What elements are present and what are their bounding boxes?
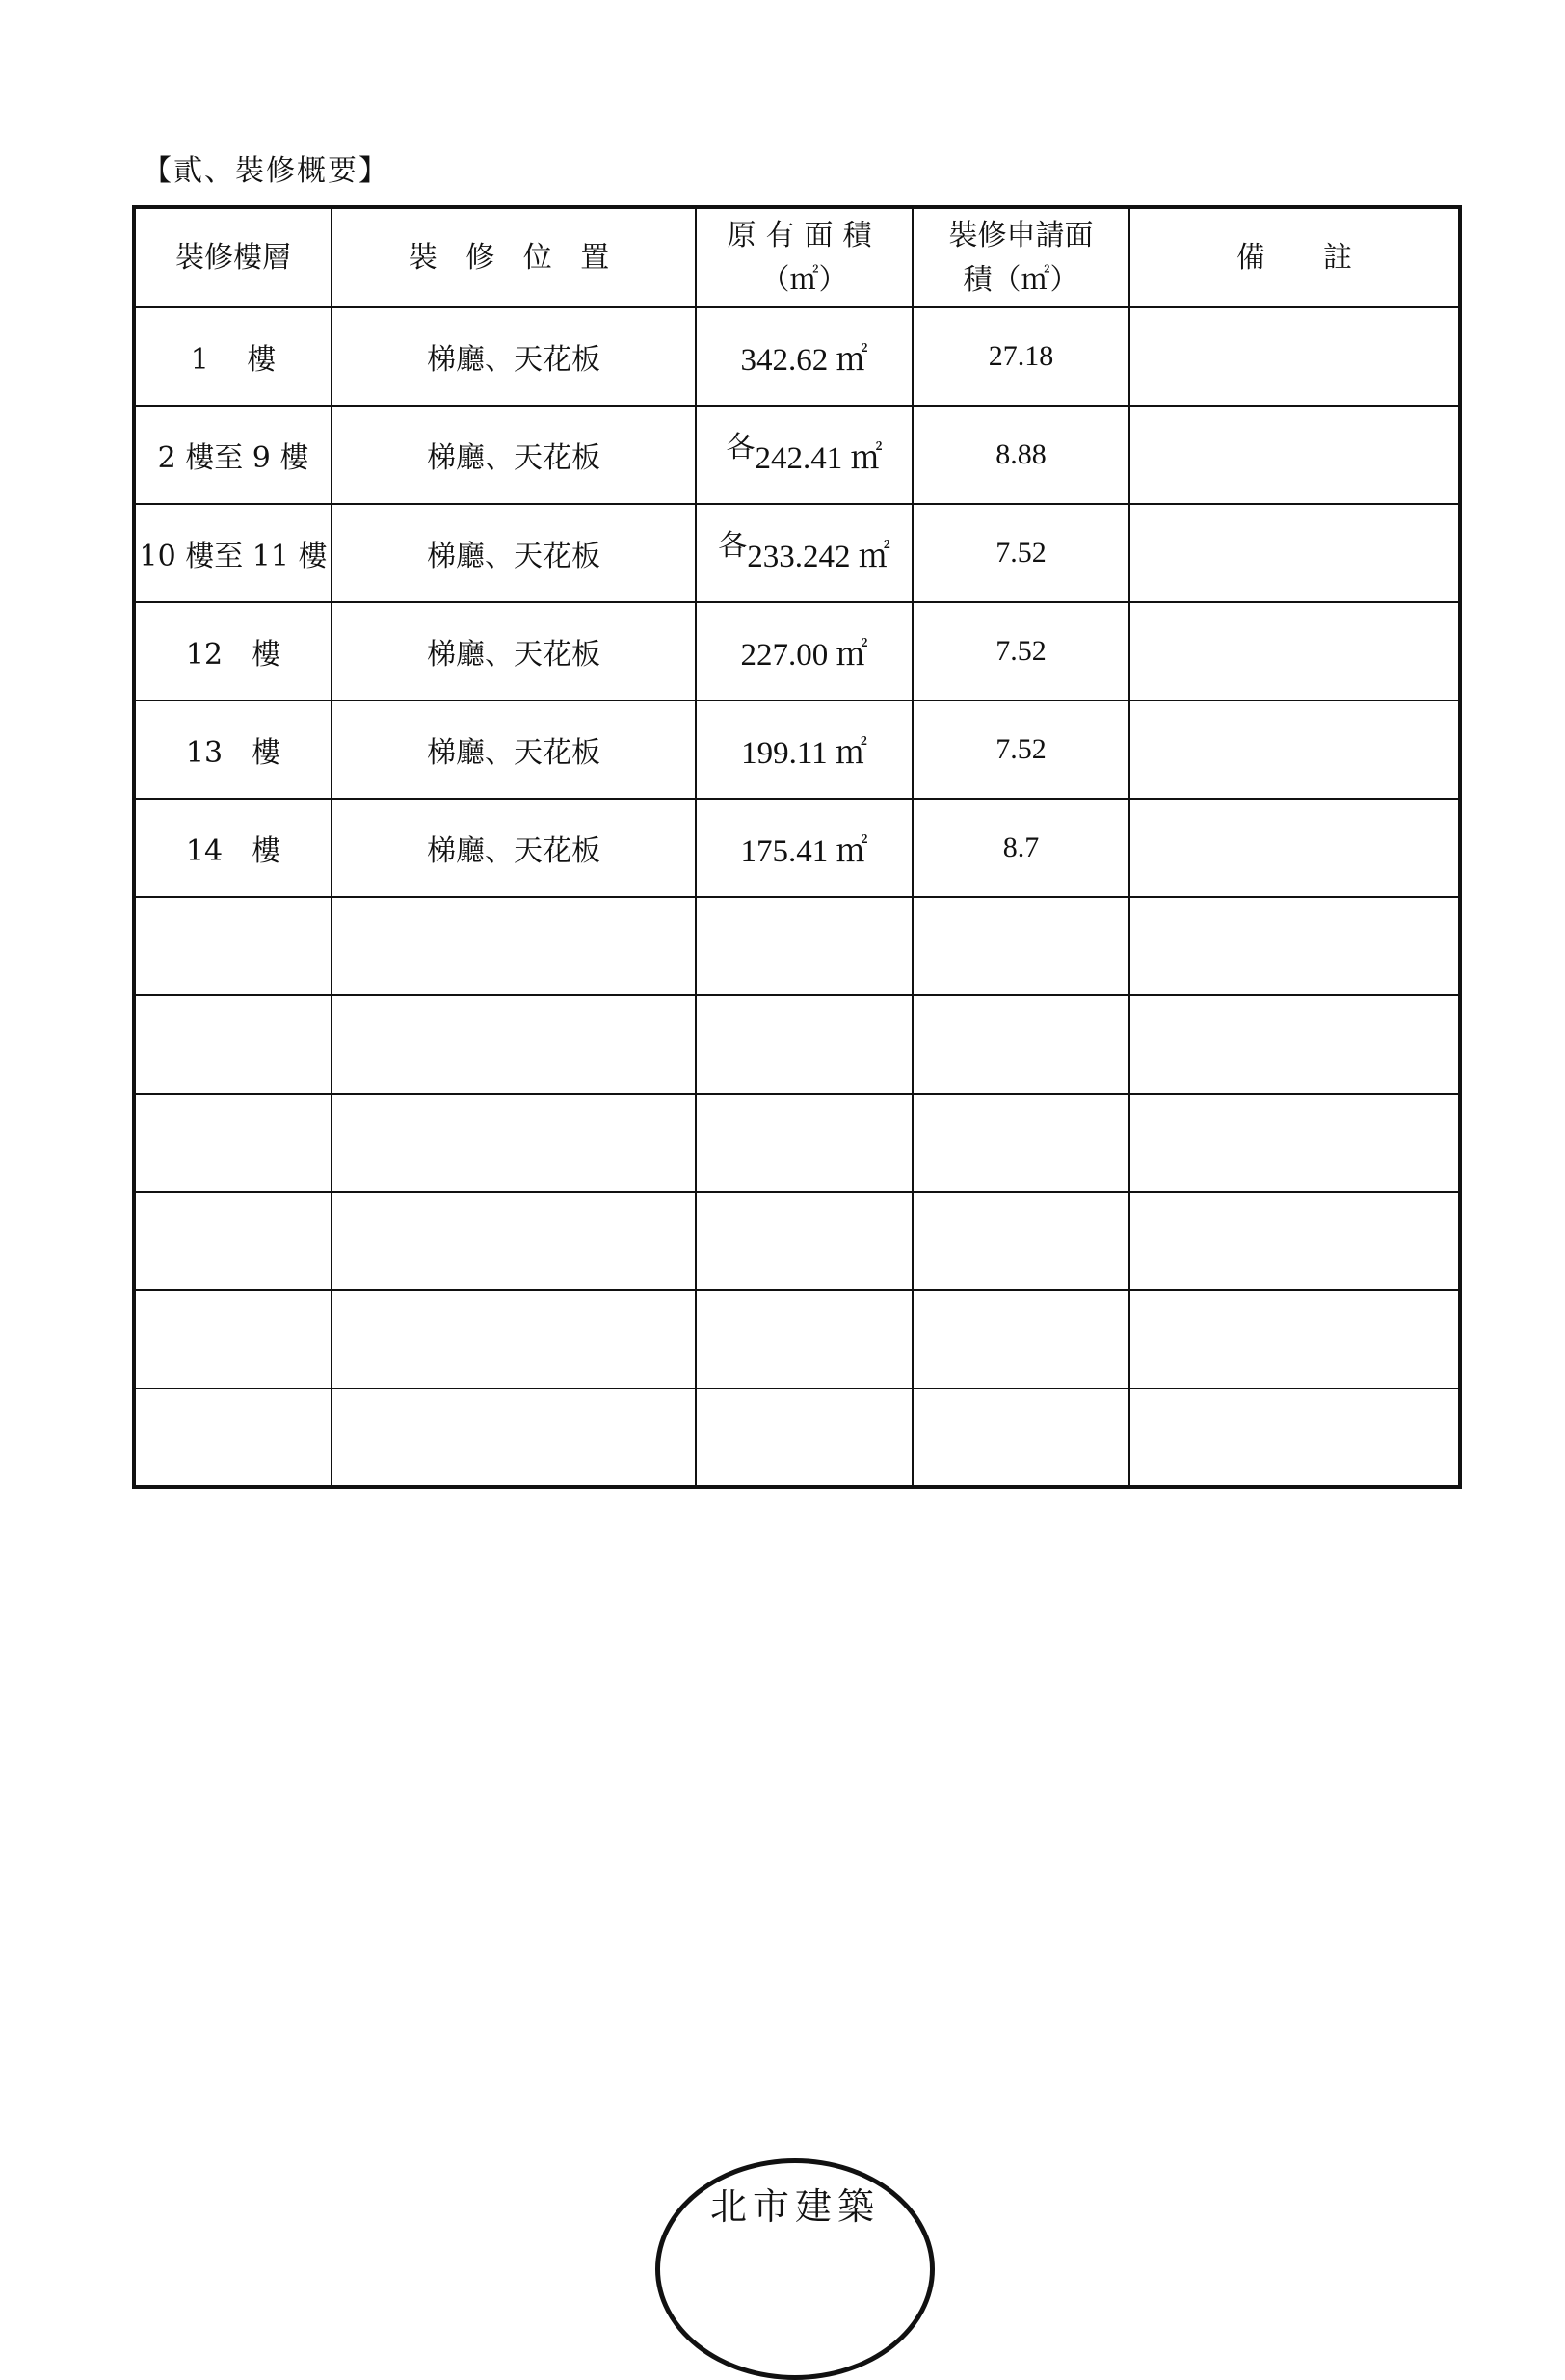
table-header-row bbox=[134, 207, 1460, 307]
cell-location bbox=[332, 897, 696, 995]
table-row bbox=[134, 897, 1460, 995]
cell-remarks bbox=[1129, 406, 1460, 504]
cell-applied-area bbox=[913, 1192, 1129, 1290]
cell-applied-area: 27.18 bbox=[913, 307, 1129, 406]
cell-location bbox=[332, 995, 696, 1094]
cell-floor bbox=[134, 995, 332, 1094]
header-original-area bbox=[696, 207, 913, 307]
cell-location: 梯廳、天花板 bbox=[332, 307, 696, 406]
header-original-area-line2: （㎡） bbox=[760, 262, 848, 297]
cell-original-area bbox=[696, 1290, 913, 1388]
cell-original-area bbox=[696, 701, 913, 799]
cell-original-area bbox=[696, 504, 913, 602]
cell-applied-area bbox=[913, 1290, 1129, 1388]
cell-area-prefix: 各 bbox=[726, 430, 756, 464]
cell-remarks bbox=[1129, 1094, 1460, 1192]
cell-applied-area bbox=[913, 897, 1129, 995]
cell-location bbox=[332, 1192, 696, 1290]
cell-original-area bbox=[696, 799, 913, 897]
table-row bbox=[134, 1388, 1460, 1487]
cell-location bbox=[332, 1388, 696, 1487]
header-remarks: 備 註 bbox=[1129, 207, 1460, 307]
cell-original-area-value: 242.41 ㎡ bbox=[755, 440, 883, 476]
table-row bbox=[134, 995, 1460, 1094]
cell-location: 梯廳、天花板 bbox=[332, 799, 696, 897]
cell-floor: 2 樓至 9 樓 bbox=[134, 406, 332, 504]
cell-remarks bbox=[1129, 701, 1460, 799]
cell-applied-area: 8.88 bbox=[913, 406, 1129, 504]
cell-applied-area bbox=[913, 1388, 1129, 1487]
table-row bbox=[134, 1290, 1460, 1388]
cell-remarks bbox=[1129, 504, 1460, 602]
cell-location: 梯廳、天花板 bbox=[332, 406, 696, 504]
seal-text: 北市建築 bbox=[709, 2185, 880, 2228]
table-row bbox=[134, 799, 1460, 897]
cell-floor: 1 樓 bbox=[134, 307, 332, 406]
cell-remarks bbox=[1129, 1388, 1460, 1487]
header-applied-area-line2: 積（㎡） bbox=[963, 262, 1079, 297]
cell-remarks bbox=[1129, 897, 1460, 995]
cell-floor bbox=[134, 1192, 332, 1290]
cell-original-area bbox=[696, 602, 913, 701]
cell-original-area-value: 175.41 ㎡ bbox=[740, 833, 868, 869]
cell-original-area bbox=[696, 406, 913, 504]
cell-floor: 10 樓至 11 樓 bbox=[134, 504, 332, 602]
cell-original-area bbox=[696, 1094, 913, 1192]
cell-applied-area bbox=[913, 995, 1129, 1094]
cell-original-area bbox=[696, 995, 913, 1094]
cell-floor bbox=[134, 1094, 332, 1192]
official-seal bbox=[655, 2158, 935, 2380]
cell-remarks bbox=[1129, 995, 1460, 1094]
cell-floor: 14 樓 bbox=[134, 799, 332, 897]
cell-applied-area: 7.52 bbox=[913, 504, 1129, 602]
header-original-area-line1: 原有面積 bbox=[727, 218, 882, 252]
cell-floor bbox=[134, 897, 332, 995]
cell-floor: 12 樓 bbox=[134, 602, 332, 701]
table-row bbox=[134, 307, 1460, 406]
cell-location: 梯廳、天花板 bbox=[332, 504, 696, 602]
table-row bbox=[134, 602, 1460, 701]
cell-original-area-value: 227.00 ㎡ bbox=[740, 637, 868, 673]
cell-applied-area bbox=[913, 1094, 1129, 1192]
header-floor: 裝修樓層 bbox=[134, 207, 332, 307]
cell-remarks bbox=[1129, 602, 1460, 701]
cell-original-area-value: 199.11 ㎡ bbox=[741, 735, 867, 771]
cell-original-area bbox=[696, 1192, 913, 1290]
table-row bbox=[134, 1094, 1460, 1192]
cell-remarks bbox=[1129, 1290, 1460, 1388]
cell-location bbox=[332, 1094, 696, 1192]
cell-location: 梯廳、天花板 bbox=[332, 701, 696, 799]
cell-floor bbox=[134, 1290, 332, 1388]
cell-floor bbox=[134, 1388, 332, 1487]
cell-original-area bbox=[696, 307, 913, 406]
table-row bbox=[134, 1192, 1460, 1290]
cell-location bbox=[332, 1290, 696, 1388]
cell-original-area-value: 233.242 ㎡ bbox=[747, 539, 890, 574]
section-title: 【貳、裝修概要】 bbox=[143, 154, 389, 188]
cell-area-prefix: 各 bbox=[718, 528, 748, 563]
table-row bbox=[134, 701, 1460, 799]
cell-original-area bbox=[696, 1388, 913, 1487]
cell-remarks bbox=[1129, 307, 1460, 406]
cell-original-area bbox=[696, 897, 913, 995]
header-location: 裝 修 位 置 bbox=[332, 207, 696, 307]
cell-applied-area: 8.7 bbox=[913, 799, 1129, 897]
renovation-summary-table bbox=[132, 205, 1462, 1489]
cell-floor: 13 樓 bbox=[134, 701, 332, 799]
cell-applied-area: 7.52 bbox=[913, 602, 1129, 701]
header-applied-area-line1: 裝修申請面 bbox=[948, 218, 1094, 252]
cell-location: 梯廳、天花板 bbox=[332, 602, 696, 701]
cell-original-area-value: 342.62 ㎡ bbox=[740, 342, 868, 378]
cell-remarks bbox=[1129, 799, 1460, 897]
header-applied-area bbox=[913, 207, 1129, 307]
table-row bbox=[134, 406, 1460, 504]
cell-applied-area: 7.52 bbox=[913, 701, 1129, 799]
table-row bbox=[134, 504, 1460, 602]
cell-remarks bbox=[1129, 1192, 1460, 1290]
